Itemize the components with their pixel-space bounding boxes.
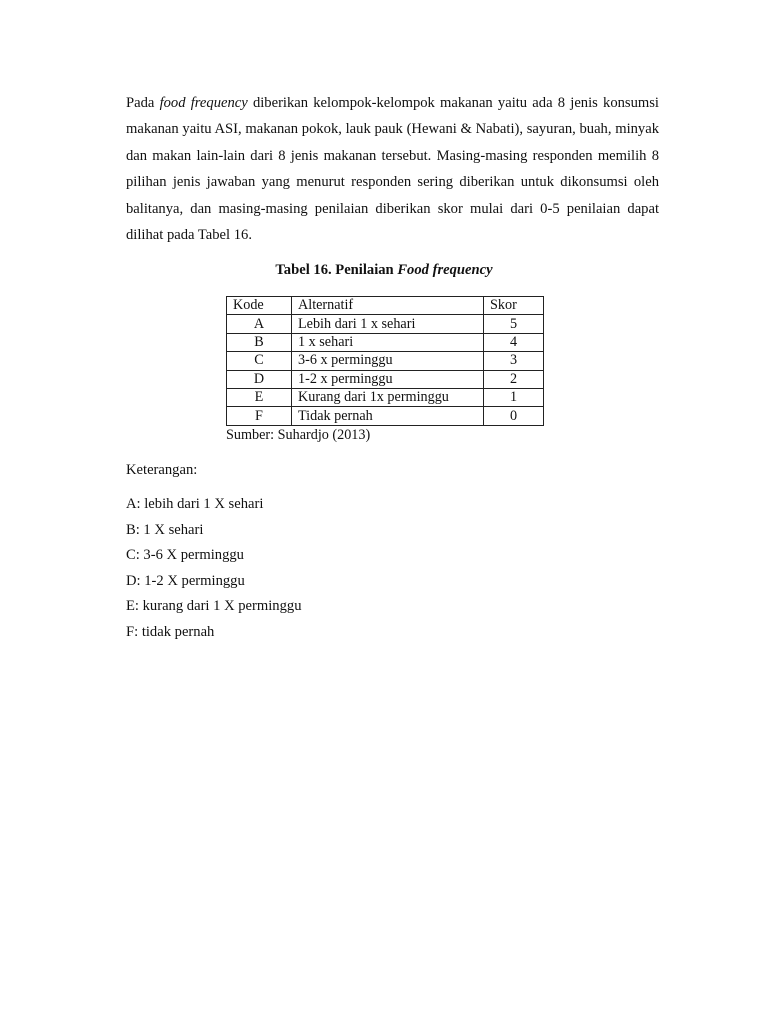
cell-alternatif: 1 x sehari (292, 333, 484, 351)
cell-skor: 1 (484, 388, 544, 406)
header-alternatif: Alternatif (292, 297, 484, 315)
cell-alternatif: Tidak pernah (292, 407, 484, 425)
table-row (227, 333, 544, 351)
body-paragraph (126, 90, 659, 248)
notes-heading: Keterangan: (126, 462, 198, 478)
table-row (227, 388, 544, 406)
table-caption-italic: Food frequency (397, 262, 493, 278)
cell-kode: E (227, 388, 292, 406)
cell-alternatif: Lebih dari 1 x sehari (292, 315, 484, 333)
cell-skor: 5 (484, 315, 544, 333)
table-source: Sumber: Suhardjo (2013) (226, 427, 371, 443)
header-kode: Kode (227, 297, 292, 315)
cell-skor: 0 (484, 407, 544, 425)
table-row (227, 352, 544, 370)
list-item: F: tidak pernah (126, 623, 215, 640)
cell-alternatif: 1-2 x perminggu (292, 370, 484, 388)
list-item: E: kurang dari 1 X perminggu (126, 598, 302, 615)
cell-skor: 3 (484, 352, 544, 370)
paragraph-text-rest: diberikan kelompok-kelompok makanan yaitu ada 8 jenis konsumsi makanan yaitu ASI, makanan pokok, lauk pauk (Hewani & Nabati), sayuran, buah, minyak dan makan lain-lain dari 8 jenis makanan tersebut. Masing-masing responden memilih 8 pilihan jenis jawaban yang menurut responden sering diberikan untuk dikonsumsi oleh balitanya, dan masing-masing penilaian diberikan skor mulai dari 0-5 penilaian dapat dilihat pada Tabel 16. (126, 95, 659, 244)
cell-alternatif: Kurang dari 1x perminggu (292, 388, 484, 406)
table-header-row (227, 297, 544, 315)
paragraph-text-start: Pada (126, 95, 160, 111)
table-row (227, 315, 544, 333)
list-item: A: lebih dari 1 X sehari (126, 496, 264, 512)
notes-list (126, 494, 302, 648)
paragraph-italic-term: food frequency (159, 95, 248, 111)
header-skor: Skor (484, 297, 544, 315)
cell-kode: F (227, 407, 292, 425)
cell-skor: 2 (484, 370, 544, 388)
cell-kode: D (227, 370, 292, 388)
list-item: D: 1-2 X perminggu (126, 572, 245, 589)
list-item: C: 3-6 X perminggu (126, 547, 244, 564)
table-caption-prefix: Tabel 16. Penilaian (275, 262, 398, 278)
score-table (226, 296, 544, 426)
table-row (227, 407, 544, 425)
table-caption (0, 260, 768, 280)
cell-alternatif: 3-6 x perminggu (292, 352, 484, 370)
cell-skor: 4 (484, 333, 544, 351)
cell-kode: C (227, 352, 292, 370)
table-row (227, 370, 544, 388)
cell-kode: A (227, 315, 292, 333)
list-item: B: 1 X sehari (126, 521, 204, 538)
cell-kode: B (227, 333, 292, 351)
